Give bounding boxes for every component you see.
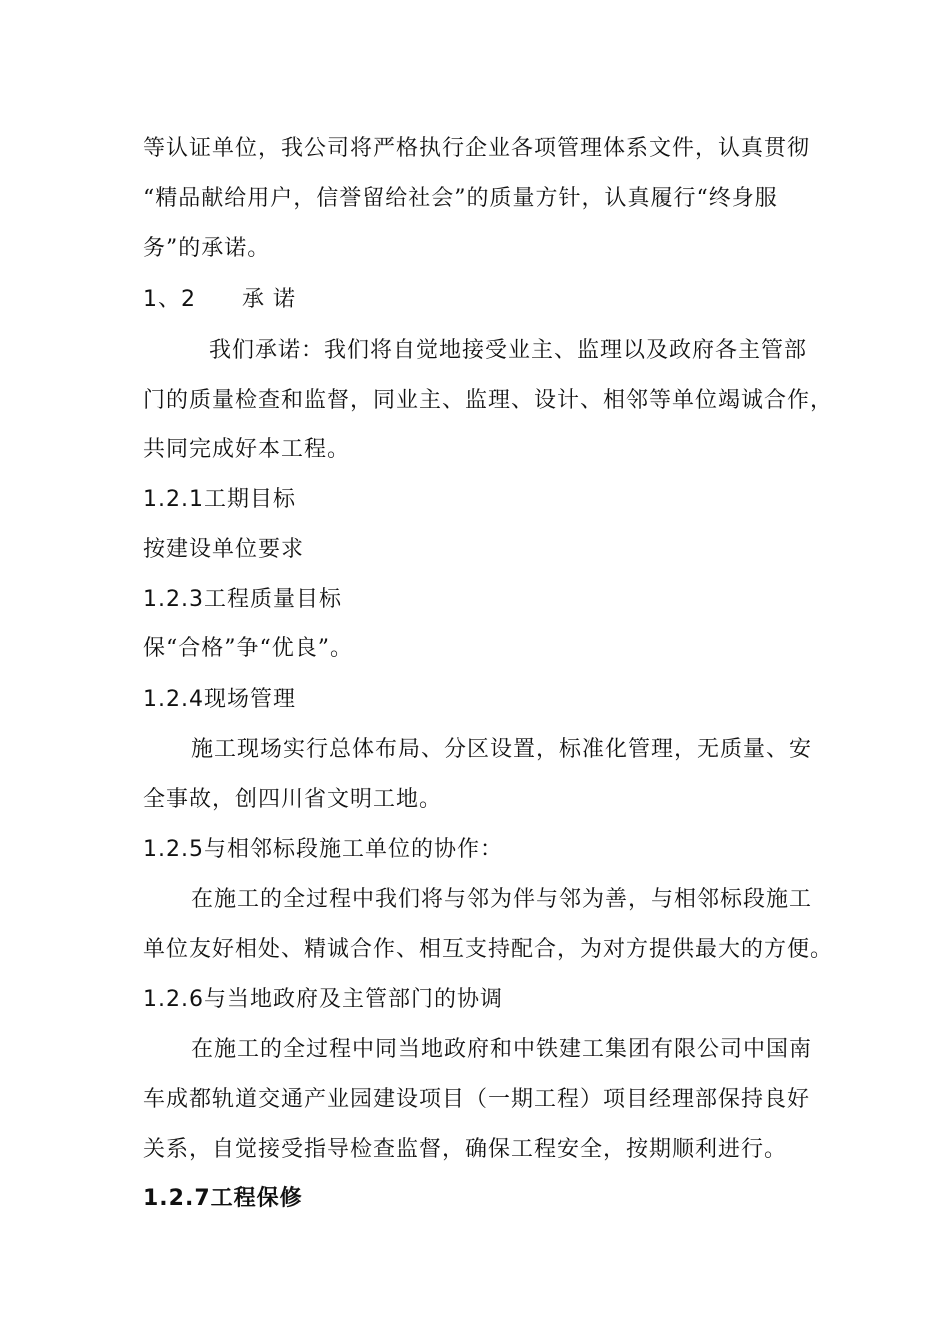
- section-heading-1-2-5: 1.2.5与相邻标段施工单位的协作：: [143, 837, 503, 862]
- paragraph-line: 单位友好相处、精诚合作、相互支持配合，为对方提供最大的方便。: [143, 937, 834, 962]
- paragraph-line: 共同完成好本工程。: [143, 437, 351, 462]
- paragraph-line: “精品献给用户，信誉留给社会”的质量方针，认真履行“终身服: [143, 186, 778, 211]
- paragraph-line: 等认证单位，我公司将严格执行企业各项管理体系文件，认真贯彻: [143, 136, 811, 161]
- paragraph-line: 施工现场实行总体布局、分区设置，标准化管理，无质量、安: [191, 737, 813, 762]
- paragraph-line: 在施工的全过程中同当地政府和中铁建工集团有限公司中国南: [191, 1037, 813, 1062]
- paragraph-line: 关系，自觉接受指导检查监督，确保工程安全，按期顺利进行。: [143, 1137, 788, 1162]
- paragraph-line: 车成都轨道交通产业园建设项目（一期工程）项目经理部保持良好: [143, 1087, 811, 1112]
- section-heading-1-2-4: 1.2.4现场管理: [143, 687, 296, 712]
- paragraph-line: 我们承诺：我们将自觉地接受业主、监理以及政府各主管部: [209, 338, 808, 363]
- paragraph-line: 全事故，创四川省文明工地。: [143, 787, 443, 812]
- paragraph-line: 保“合格”争“优良”。: [143, 636, 353, 661]
- paragraph-line: 按建设单位要求: [143, 537, 305, 562]
- section-heading-1-2-3: 1.2.3工程质量目标: [143, 587, 342, 612]
- section-heading-1-2-7: 1.2.7工程保修: [143, 1186, 303, 1211]
- section-heading-1-2-6: 1.2.6与当地政府及主管部门的协调: [143, 987, 503, 1012]
- paragraph-line: 门的质量检查和监督，同业主、监理、设计、相邻等单位竭诚合作，: [143, 388, 834, 413]
- section-heading-1-2-1: 1.2.1工期目标: [143, 487, 296, 512]
- section-heading-1-2: 1、2 承 诺: [143, 287, 296, 312]
- paragraph-line: 在施工的全过程中我们将与邻为伴与邻为善，与相邻标段施工: [191, 887, 813, 912]
- paragraph-line: 务”的承诺。: [143, 236, 271, 261]
